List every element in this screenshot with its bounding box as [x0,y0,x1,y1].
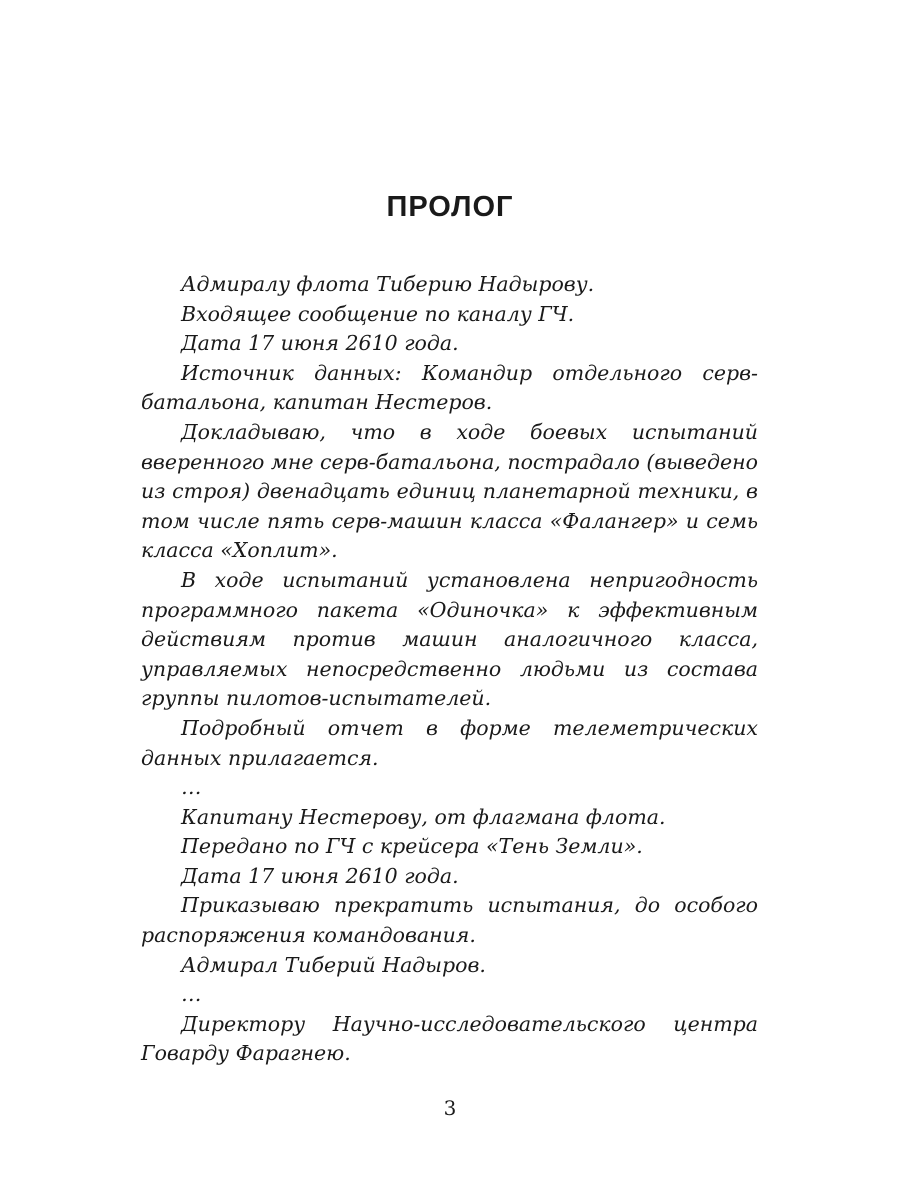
chapter-body [141,270,758,1069]
paragraph: Приказываю прекратить испытания, до особого распоряжения командования. [141,893,758,948]
paragraph: Источник данных: Командир отдельного серв-батальона, капитан Нестеров. [141,360,758,415]
paragraph: Входящее сообщение по каналу ГЧ. [181,301,575,326]
paragraph: Подробный отчет в форме телеметрических данных прилагается. [141,715,758,770]
section-break: … [181,982,202,1007]
paragraph: Директору Научно-исследовательского центра Говарду Фарагнею. [141,1011,758,1066]
chapter-title: ПРОЛОГ [386,191,514,223]
paragraph: Капитану Нестерову, от флагмана флота. [181,804,666,829]
paragraph: Дата 17 июня 2610 года. [181,863,459,888]
paragraph: Докладываю, что в ходе боевых испытаний вверенного мне серв-батальона, пострадало (выведено из строя) двенадцать единиц планетарной техники, в том числе пять серв-машин класса «Фалангер» и семь класса «Хоплит». [141,419,758,563]
paragraph: Дата 17 июня 2610 года. [181,331,459,356]
paragraph: Адмиралу флота Тиберию Надырову. [181,272,595,296]
paragraph: Адмирал Тиберий Надыров. [181,952,486,977]
page-number: 3 [443,1096,457,1120]
section-break: … [181,775,202,800]
paragraph: В ходе испытаний установлена непригодность программного пакета «Одиночка» к эффективным действиям против машин аналогичного класса, управляемых непосредственно людьми из состава группы пилотов-испытателей. [141,567,758,711]
paragraph: Передано по ГЧ с крейсера «Тень Земли». [181,834,643,859]
